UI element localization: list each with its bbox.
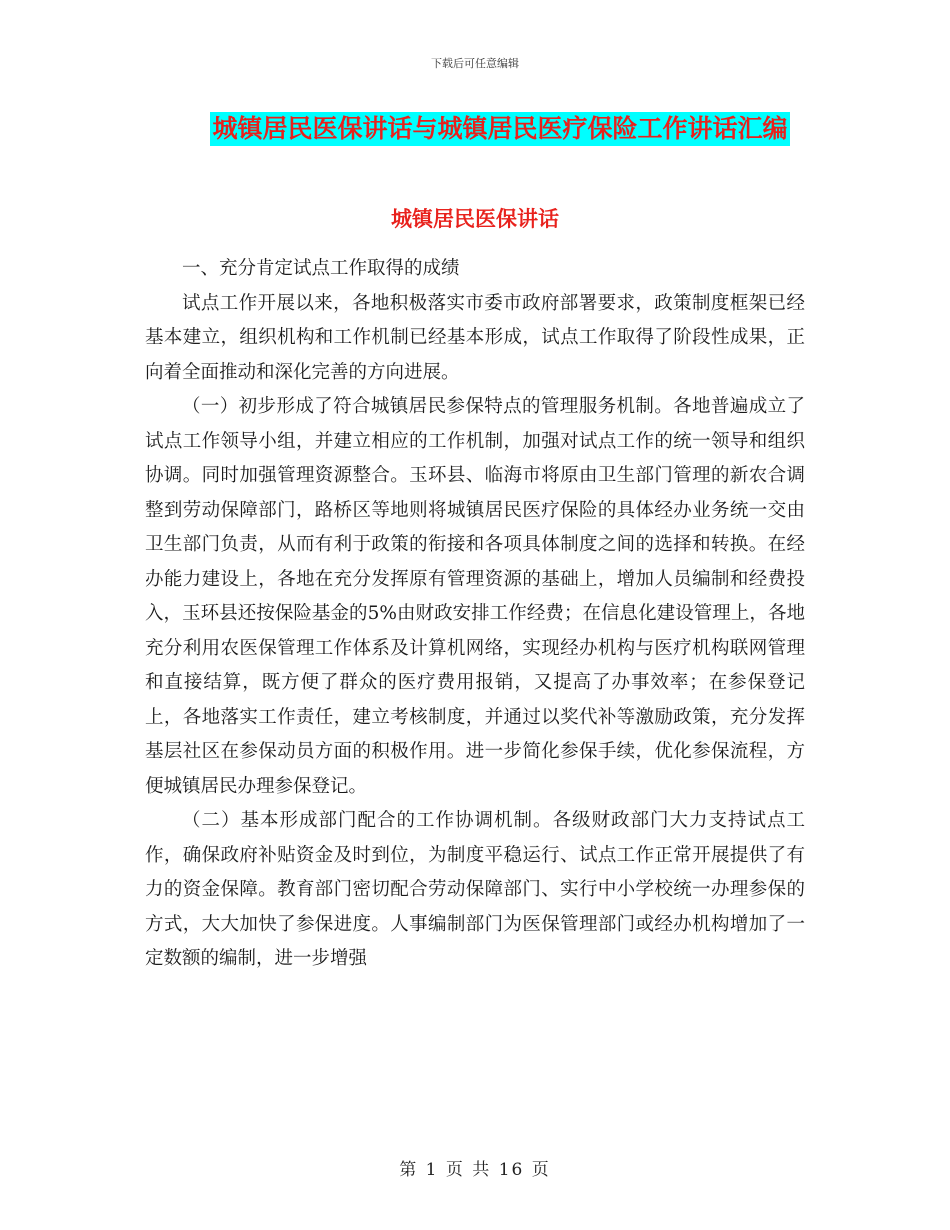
paragraph: （二）基本形成部门配合的工作协调机制。各级财政部门大力支持试点工作，确保政府补贴资金及时到位，为制度平稳运行、试点工作正常开展提供了有力的资金保障。教育部门密切配合劳动保障部门、实行中小学校统一办理参保的方式，大大加快了参保进度。人事编制部门为医保管理部门或经办机构增加了一定数额的编制，进一步增强	[145, 810, 805, 969]
document-title-text: 城镇居民医保讲话与城镇居民医疗保险工作讲话汇编	[210, 112, 789, 146]
document-title	[0, 112, 950, 146]
paragraph-heading: 一、充分肯定试点工作取得的成绩	[182, 258, 460, 279]
paragraph: （一）初步形成了符合城镇居民参保特点的管理服务机制。各地普遍成立了试点工作领导小组，并建立相应的工作机制，加强对试点工作的统一领导和组织协调。同时加强管理资源整合。玉环县、临海市将原由卫生部门管理的新农合调整到劳动保障部门，路桥区等地则将城镇居民医疗保险的具体经办业务统一交由卫生部门负责，从而有利于政策的衔接和各项具体制度之间的选择和转换。在经办能力建设上，各地在充分发挥原有管理资源的基础上，增加人员编制和经费投入，玉环县还按保险基金的5%由财政安排工作经费；在信息化建设管理上，各地充分利用农医保管理工作体系及计算机网络，实现经办机构与医疗机构联网管理和直接结算，既方便了群众的医疗费用报销，又提高了办事效率；在参保登记上，各地落实工作责任，建立考核制度，并通过以奖代补等激励政策，充分发挥基层社区在参保动员方面的积极作用。进一步简化参保手续，优化参保流程，方便城镇居民办理参保登记。	[145, 396, 805, 797]
paragraph: 试点工作开展以来，各地积极落实市委市政府部署要求，政策制度框架已经基本建立，组织机构和工作机制已经基本形成，试点工作取得了阶段性成果，正向着全面推动和深化完善的方向进展。	[145, 292, 805, 383]
header-note: 下载后可任意编辑	[431, 57, 519, 70]
page-footer: 第 1 页 共 16 页	[399, 1160, 551, 1180]
section-title: 城镇居民医保讲话	[391, 206, 559, 231]
document-body	[145, 252, 805, 977]
